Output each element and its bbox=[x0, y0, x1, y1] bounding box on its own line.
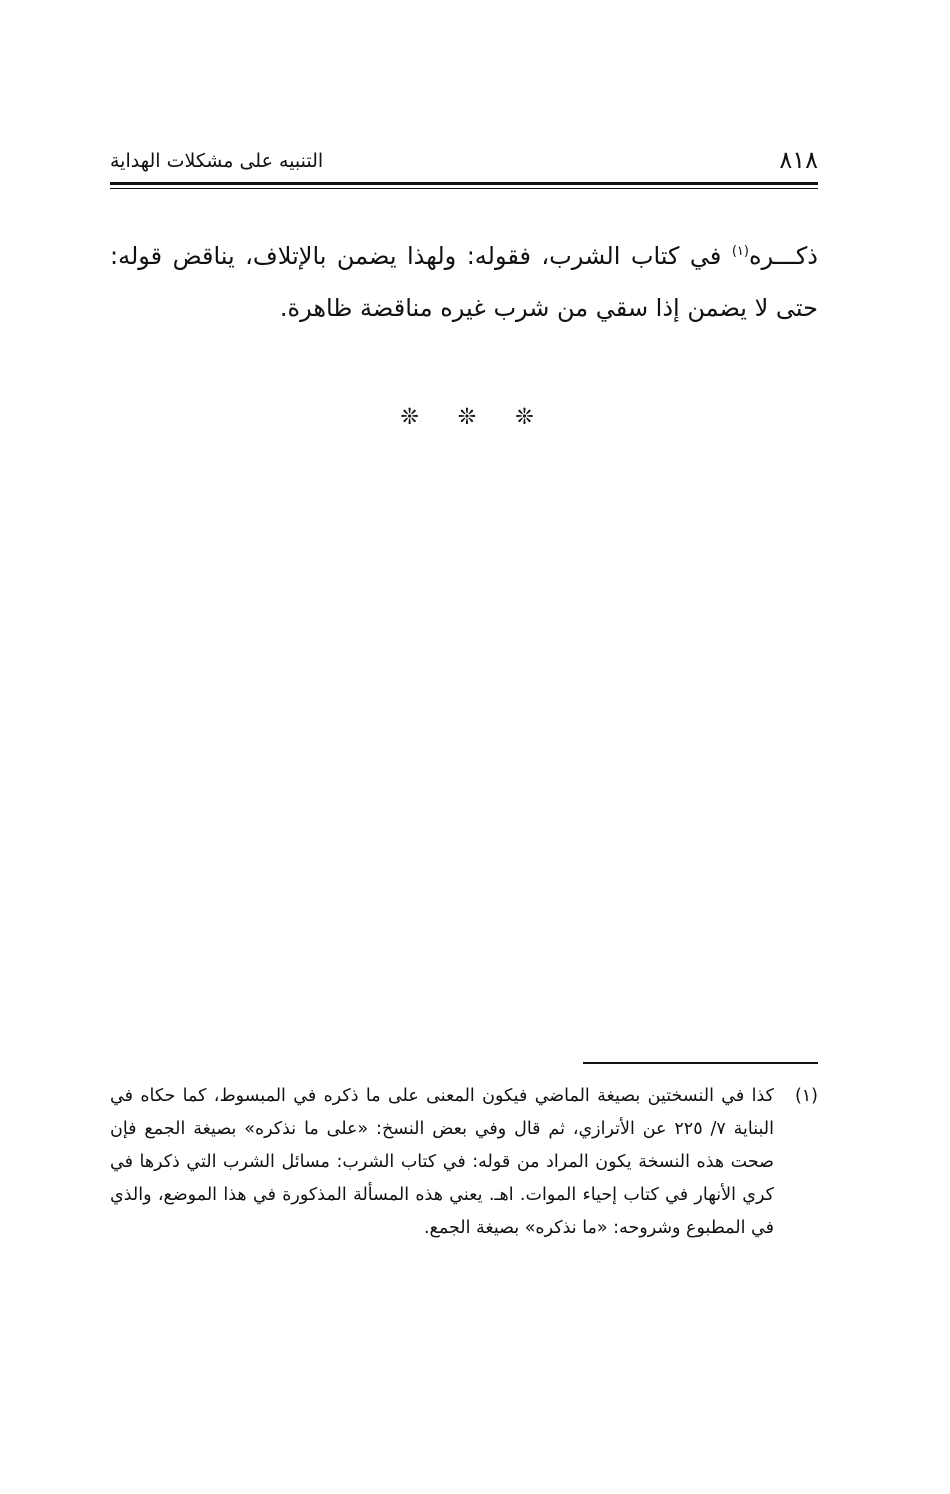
footnote-separator bbox=[583, 1062, 818, 1064]
page-number: ٨١٨ bbox=[779, 146, 818, 174]
main-paragraph bbox=[110, 230, 818, 334]
footnote-text: كذا في النسختين بصيغة الماضي فيكون المعنى على ما ذكره في المبسوط، كما حكاه في البناية ٧/ ٢٢٥ عن الأترازي، ثم قال وفي بعض النسخ: «على ما نذكره» بصيغة الجمع فإن صحت هذه النسخة يكون المراد من قوله: في كتاب الشرب: مسائل الشرب التي ذكرها في كري الأنهار في كتاب إحياء الموات. اهـ. يعني هذه المسألة المذكورة في هذا الموضع، والذي في المطبوع وشروحه: «ما نذكره» بصيغة الجمع. bbox=[110, 1086, 775, 1238]
running-header bbox=[110, 145, 818, 181]
header-rule-thick bbox=[110, 182, 818, 185]
main-text-start: ذكـــره bbox=[748, 242, 818, 270]
book-title: التنبيه على مشكلات الهداية bbox=[110, 150, 324, 172]
footnote bbox=[110, 1080, 818, 1245]
footnote-reference[interactable]: (١) bbox=[731, 244, 749, 259]
main-text bbox=[110, 230, 818, 334]
header-rule-thin bbox=[110, 188, 818, 189]
main-text-rest: في كتاب الشرب، فقوله: ولهذا يضمن بالإتلاف، يناقض قوله: حتى لا يضمن إذا سقي من شرب غيره مناقضة ظاهرة. bbox=[110, 242, 818, 322]
section-ornament: ❊ ❊ ❊ bbox=[400, 405, 550, 430]
footnote-number: (١) bbox=[794, 1086, 818, 1106]
